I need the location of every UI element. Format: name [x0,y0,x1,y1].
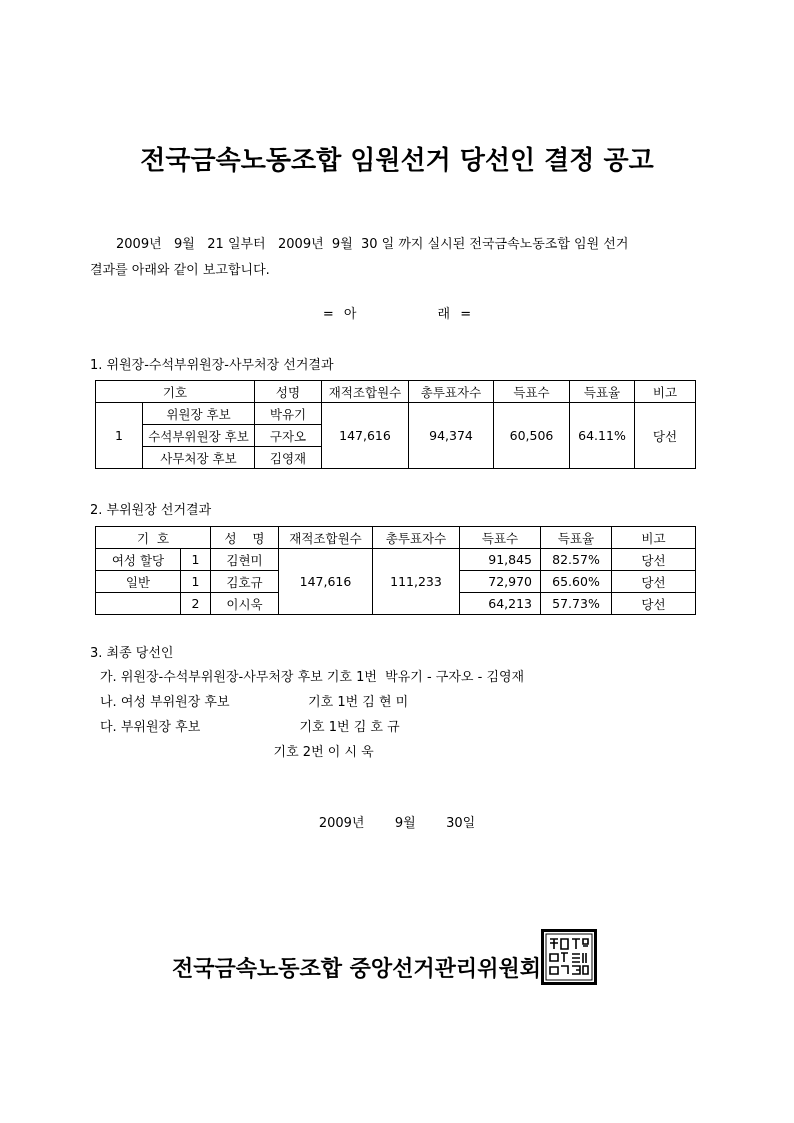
header-name: 성명 [255,381,322,403]
document-title: 전국금속노동조합 임원선거 당선인 결정 공고 [140,146,654,176]
table-row [96,403,696,425]
final-line-na: 나. 여성 부위원장 후보 기호 1번 김 현 미 [100,695,409,710]
header-rate: 득표율 [541,527,612,549]
final-line-da: 다. 부위원장 후보 기호 1번 김 호 규 [100,720,400,735]
table-row [96,549,696,571]
row-name: 이시욱 [211,593,279,615]
row-note: 당선 [612,593,696,615]
section1-heading: 1. 위원장-수석부위원장-사무처장 선거결과 [90,358,334,373]
header-name: 성 명 [211,527,279,549]
row-rate: 65.60% [541,571,612,593]
intro-paragraph [90,232,710,284]
header-voters: 총투표자수 [373,527,460,549]
header-voters: 총투표자수 [409,381,494,403]
candidate-name: 박유기 [255,403,322,425]
row-category: 일반 [96,571,181,593]
row-rate: 82.57% [541,549,612,571]
votes-count: 60,506 [494,403,570,469]
official-seal-icon [541,929,597,985]
header-members: 재적조합원수 [322,381,409,403]
final-line-extra: 기호 2번 이 시 욱 [100,745,374,760]
final-winners-list [100,665,524,765]
row-number: 2 [181,593,211,615]
header-votes: 득표수 [494,381,570,403]
row-name: 김현미 [211,549,279,571]
members-count: 147,616 [322,403,409,469]
header-members: 재적조합원수 [279,527,373,549]
result-note: 당선 [635,403,696,469]
candidate-name: 구자오 [255,425,322,447]
header-votes: 득표수 [460,527,541,549]
vote-rate: 64.11% [570,403,635,469]
table-header-row [96,527,696,549]
row-note: 당선 [612,549,696,571]
candidate-role: 수석부위원장 후보 [143,425,255,447]
header-number: 기호 [96,381,255,403]
candidate-role: 사무처장 후보 [143,447,255,469]
row-name: 김호규 [211,571,279,593]
voters-count: 94,374 [409,403,494,469]
row-number: 1 [181,571,211,593]
candidate-number: 1 [96,403,143,469]
announcement-date: 2009년 9월 30일 [318,816,476,831]
section3-heading: 3. 최종 당선인 [90,646,174,661]
row-votes: 64,213 [460,593,541,615]
intro-line-2: 결과를 아래와 같이 보고합니다. [90,263,270,278]
ahrae-heading: = 아 래 = [322,307,472,322]
row-note: 당선 [612,571,696,593]
header-note: 비고 [612,527,696,549]
candidate-name: 김영재 [255,447,322,469]
header-note: 비고 [635,381,696,403]
table-header-row [96,381,696,403]
section1-table [95,380,696,469]
row-votes: 91,845 [460,549,541,571]
final-line-ga: 가. 위원장-수석부위원장-사무처장 후보 기호 1번 박유기 - 구자오 - 김영재 [100,670,525,685]
section2-table [95,526,696,615]
intro-line-1: 2009년 9월 21 일부터 2009년 9월 30 일 까지 실시된 전국금속노동조합 임원 선거 [116,237,629,252]
header-number: 기 호 [96,527,211,549]
voters-count: 111,233 [373,549,460,615]
row-category [96,593,181,615]
row-rate: 57.73% [541,593,612,615]
candidate-role: 위원장 후보 [143,403,255,425]
members-count: 147,616 [279,549,373,615]
row-number: 1 [181,549,211,571]
row-votes: 72,970 [460,571,541,593]
header-rate: 득표율 [570,381,635,403]
row-category: 여성 할당 [96,549,181,571]
organization-name: 전국금속노동조합 중앙선거관리위원회 [172,957,541,982]
section2-heading: 2. 부위원장 선거결과 [90,503,212,518]
